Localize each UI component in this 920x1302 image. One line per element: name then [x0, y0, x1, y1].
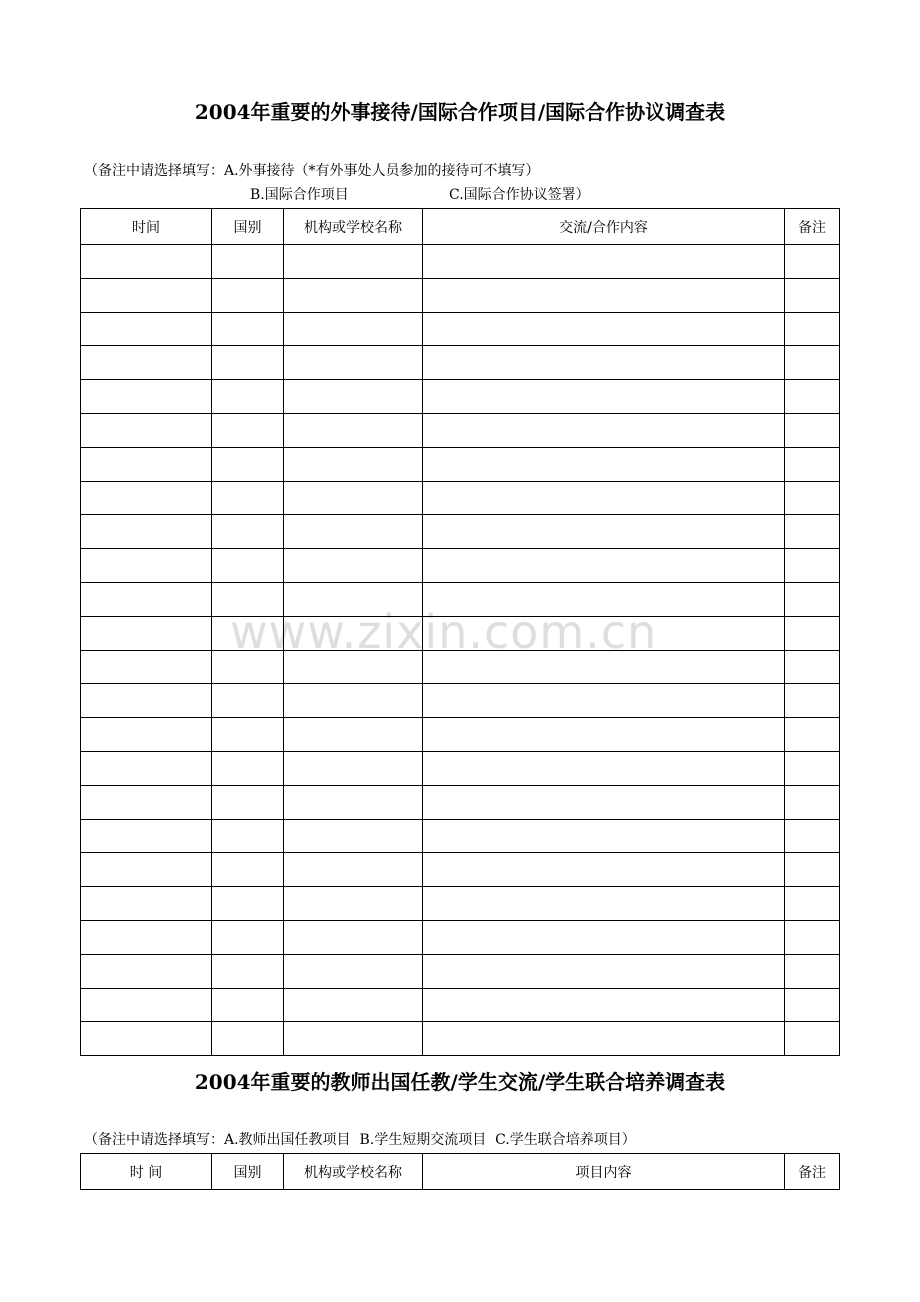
- table-cell[interactable]: [423, 515, 785, 549]
- table-cell[interactable]: [81, 413, 212, 447]
- table-cell[interactable]: [423, 447, 785, 481]
- table-cell[interactable]: [785, 988, 840, 1022]
- table2-note: （备注中请选择填写：A.教师出国任教项目 B.学生短期交流项目 C.学生联合培养项目）: [84, 1132, 636, 1148]
- table-cell[interactable]: [81, 988, 212, 1022]
- table-cell[interactable]: [81, 887, 212, 921]
- table-cell[interactable]: [284, 481, 423, 515]
- table-cell[interactable]: [785, 278, 840, 312]
- table-cell[interactable]: [284, 549, 423, 583]
- table1-note-line1: （备注中请选择填写：A.外事接待（*有外事处人员参加的接待可不填写）: [84, 163, 540, 179]
- table-cell[interactable]: [284, 447, 423, 481]
- table1-header-row: [81, 209, 840, 245]
- table-cell[interactable]: [423, 785, 785, 819]
- table-cell[interactable]: [785, 582, 840, 616]
- table-cell[interactable]: [785, 684, 840, 718]
- table-cell[interactable]: [212, 346, 284, 380]
- table1-header-remarks: 备注: [785, 209, 840, 245]
- table-cell[interactable]: [81, 785, 212, 819]
- watermark: www.zixin.com.cn: [230, 605, 658, 659]
- table-cell[interactable]: [212, 954, 284, 988]
- table-row: [81, 819, 840, 853]
- table-row: [81, 515, 840, 549]
- table-row: [81, 1022, 840, 1056]
- table-cell[interactable]: [284, 346, 423, 380]
- table-cell[interactable]: [284, 751, 423, 785]
- table-cell[interactable]: [212, 988, 284, 1022]
- table-cell[interactable]: [81, 346, 212, 380]
- table-row: [81, 481, 840, 515]
- table-cell[interactable]: [284, 988, 423, 1022]
- table-cell[interactable]: [81, 549, 212, 583]
- table2-title: 2004年重要的教师出国任教/学生交流/学生联合培养调查表: [194, 1070, 726, 1094]
- table-cell[interactable]: [212, 380, 284, 414]
- table2-header-project: 项目内容: [423, 1154, 785, 1190]
- table-cell[interactable]: [423, 920, 785, 954]
- table-cell[interactable]: [81, 447, 212, 481]
- table1-header-country: 国别: [212, 209, 284, 245]
- table-cell[interactable]: [212, 819, 284, 853]
- table-cell[interactable]: [785, 346, 840, 380]
- table-row: [81, 988, 840, 1022]
- table1-title: 2004年重要的外事接待/国际合作项目/国际合作协议调查表: [194, 100, 726, 124]
- table-cell[interactable]: [212, 751, 284, 785]
- table1-header-institution: 机构或学校名称: [284, 209, 423, 245]
- table1-note-option-b: B.国际合作项目: [250, 187, 349, 203]
- table-row: [81, 954, 840, 988]
- table-cell[interactable]: [212, 920, 284, 954]
- table-cell[interactable]: [423, 853, 785, 887]
- table-cell[interactable]: [212, 447, 284, 481]
- table-row: [81, 887, 840, 921]
- table-cell[interactable]: [785, 413, 840, 447]
- table-cell[interactable]: [81, 751, 212, 785]
- table-cell[interactable]: [81, 481, 212, 515]
- table1-header-content: 交流/合作内容: [423, 209, 785, 245]
- table-cell[interactable]: [423, 684, 785, 718]
- table-cell[interactable]: [212, 312, 284, 346]
- table-cell[interactable]: [212, 887, 284, 921]
- table-cell[interactable]: [423, 346, 785, 380]
- table-cell[interactable]: [81, 684, 212, 718]
- table2-header-country: 国别: [212, 1154, 284, 1190]
- table-cell[interactable]: [212, 785, 284, 819]
- table-cell[interactable]: [284, 920, 423, 954]
- table2-header-institution: 机构或学校名称: [284, 1154, 423, 1190]
- table-cell[interactable]: [423, 988, 785, 1022]
- table-cell[interactable]: [785, 954, 840, 988]
- table-cell[interactable]: [81, 650, 212, 684]
- table-row: [81, 312, 840, 346]
- table-cell[interactable]: [81, 819, 212, 853]
- table-cell[interactable]: [785, 515, 840, 549]
- table-cell[interactable]: [284, 278, 423, 312]
- table-row: [81, 684, 840, 718]
- table-cell[interactable]: [423, 481, 785, 515]
- table-cell[interactable]: [284, 887, 423, 921]
- table-cell[interactable]: [81, 312, 212, 346]
- table-cell[interactable]: [81, 920, 212, 954]
- table-cell[interactable]: [785, 751, 840, 785]
- table-cell[interactable]: [423, 887, 785, 921]
- table-cell[interactable]: [423, 380, 785, 414]
- table-cell[interactable]: [785, 650, 840, 684]
- table-cell[interactable]: [284, 380, 423, 414]
- table-cell[interactable]: [212, 278, 284, 312]
- table-row: [81, 346, 840, 380]
- table-cell[interactable]: [212, 245, 284, 279]
- table-cell[interactable]: [212, 1022, 284, 1056]
- table-cell[interactable]: [81, 245, 212, 279]
- table-cell[interactable]: [785, 447, 840, 481]
- table-cell[interactable]: [785, 1022, 840, 1056]
- table-cell[interactable]: [212, 853, 284, 887]
- table-row: [81, 413, 840, 447]
- table-cell[interactable]: [81, 515, 212, 549]
- table-cell[interactable]: [785, 312, 840, 346]
- table-cell[interactable]: [423, 413, 785, 447]
- table-row: [81, 278, 840, 312]
- table-cell[interactable]: [423, 312, 785, 346]
- table-cell[interactable]: [423, 245, 785, 279]
- table2: [80, 1153, 840, 1190]
- table-cell[interactable]: [785, 380, 840, 414]
- table-cell[interactable]: [785, 819, 840, 853]
- table-cell[interactable]: [284, 718, 423, 752]
- table-cell[interactable]: [81, 853, 212, 887]
- table-cell[interactable]: [212, 684, 284, 718]
- table-cell[interactable]: [212, 515, 284, 549]
- table-cell[interactable]: [785, 887, 840, 921]
- table-cell[interactable]: [423, 954, 785, 988]
- table-cell[interactable]: [785, 481, 840, 515]
- table-row: [81, 785, 840, 819]
- table-cell[interactable]: [81, 616, 212, 650]
- table-row: [81, 380, 840, 414]
- table-cell[interactable]: [81, 278, 212, 312]
- table-cell[interactable]: [423, 278, 785, 312]
- table-cell[interactable]: [423, 751, 785, 785]
- table-row: [81, 549, 840, 583]
- table-cell[interactable]: [785, 718, 840, 752]
- table-cell[interactable]: [284, 245, 423, 279]
- table-cell[interactable]: [785, 785, 840, 819]
- table-cell[interactable]: [785, 245, 840, 279]
- table-row: [81, 853, 840, 887]
- table-cell[interactable]: [284, 1022, 423, 1056]
- table-cell[interactable]: [81, 1022, 212, 1056]
- table2-header-time: 时 间: [81, 1154, 212, 1190]
- table-cell[interactable]: [284, 312, 423, 346]
- table2-header-row: [81, 1154, 840, 1190]
- table-row: [81, 447, 840, 481]
- table-row: [81, 718, 840, 752]
- table-cell[interactable]: [81, 380, 212, 414]
- table-cell[interactable]: [212, 549, 284, 583]
- table-cell[interactable]: [423, 1022, 785, 1056]
- table-cell[interactable]: [423, 718, 785, 752]
- table-cell[interactable]: [785, 920, 840, 954]
- table-cell[interactable]: [785, 616, 840, 650]
- table-cell[interactable]: [423, 549, 785, 583]
- table-cell[interactable]: [284, 684, 423, 718]
- table-cell[interactable]: [212, 413, 284, 447]
- table1-note-option-c: C.国际合作协议签署）: [449, 187, 590, 203]
- table-cell[interactable]: [212, 481, 284, 515]
- table-row: [81, 245, 840, 279]
- table-cell[interactable]: [284, 785, 423, 819]
- table-cell[interactable]: [81, 582, 212, 616]
- table-cell[interactable]: [785, 549, 840, 583]
- table-cell[interactable]: [284, 515, 423, 549]
- table-row: [81, 920, 840, 954]
- table-cell[interactable]: [81, 954, 212, 988]
- table-cell[interactable]: [81, 718, 212, 752]
- table-cell[interactable]: [284, 819, 423, 853]
- table-cell[interactable]: [212, 718, 284, 752]
- table-cell[interactable]: [284, 413, 423, 447]
- table-row: [81, 751, 840, 785]
- table-cell[interactable]: [785, 853, 840, 887]
- table1-header-time: 时间: [81, 209, 212, 245]
- table-cell[interactable]: [284, 853, 423, 887]
- table-cell[interactable]: [423, 819, 785, 853]
- table2-header-remarks: 备注: [785, 1154, 840, 1190]
- table-cell[interactable]: [284, 954, 423, 988]
